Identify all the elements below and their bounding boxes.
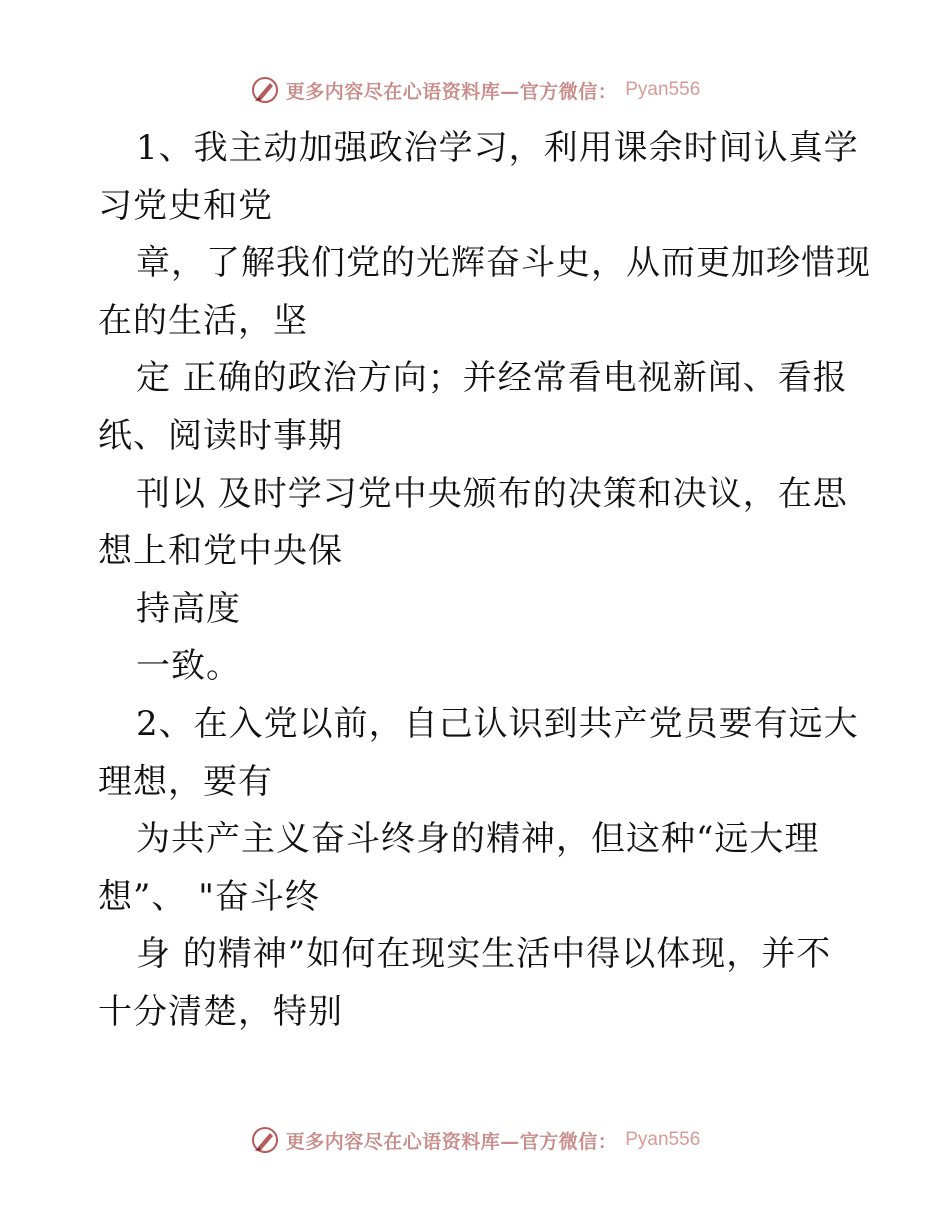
paragraph-line: 为共产主义奋斗终身的精神，但这种“远大理 <box>136 819 820 860</box>
watermark-handle: Pyan556 <box>625 1129 701 1150</box>
paragraph-line: 一致。 <box>136 646 241 687</box>
paragraph-line: 章，了解我们党的光辉奋斗史，从而更加珍惜现 <box>136 243 871 284</box>
paragraph-line: 在的生活，坚 <box>98 300 308 341</box>
watermark-text: 更多内容尽在心语资料库—官方微信： <box>285 1130 618 1153</box>
watermark <box>250 75 701 105</box>
watermark <box>250 1125 701 1155</box>
footer-watermark <box>0 1120 950 1160</box>
paragraph-line: 习党史和党 <box>98 185 273 226</box>
paragraph-line: 纸、阅读时事期 <box>98 415 343 456</box>
paragraph-line: 想上和党中央保 <box>98 531 343 572</box>
header-watermark <box>0 70 950 110</box>
pen-logo-icon <box>250 1125 280 1155</box>
paragraph-line: 2、在入党以前，自己认识到共产党员要有远大 <box>136 703 859 744</box>
pen-logo-icon <box>250 75 280 105</box>
watermark-text: 更多内容尽在心语资料库—官方微信： <box>285 80 618 103</box>
paragraph-line: 十分清楚，特别 <box>98 991 343 1032</box>
paragraph-line: 想”、 "奋斗终 <box>98 876 320 917</box>
paragraph-line: 身 的精神”如何在现实生活中得以体现，并不 <box>136 934 832 975</box>
paragraph-line: 持高度 <box>136 588 241 629</box>
watermark-handle: Pyan556 <box>625 79 701 100</box>
paragraph-line: 定 正确的政治方向；并经常看电视新闻、看报 <box>136 358 848 399</box>
paragraph-line: 刊以 及时学习党中央颁布的决策和决议，在思 <box>136 473 848 514</box>
document-body <box>98 120 871 1042</box>
paragraph-line: 1、我主动加强政治学习，利用课余时间认真学 <box>136 128 859 168</box>
paragraph-line: 理想，要有 <box>98 761 273 802</box>
